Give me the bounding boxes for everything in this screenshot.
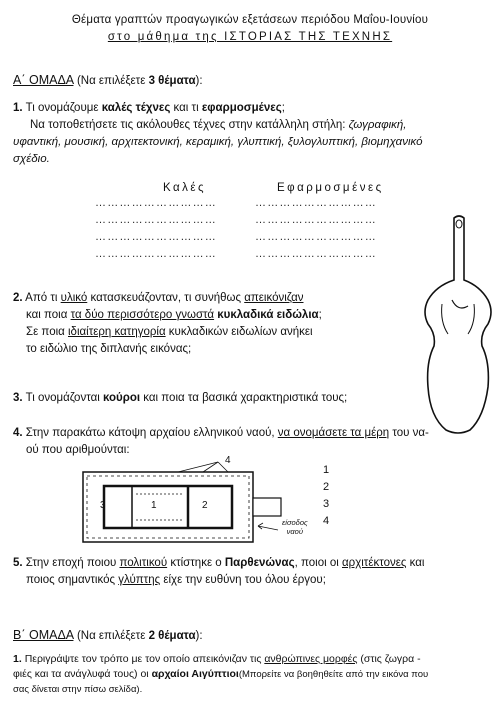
- plan-label-3: 3: [100, 500, 106, 511]
- group-a-note: (Να επιλέξετε 3 θέματα):: [76, 75, 203, 87]
- question-a1: 1. Τι ονομάζουμε καλές τέχνες και τι εφαρμοσμένες; Να τοποθετήσετε τις ακόλουθες τέχνες στην κατάλληλη στήλη: ζωγραφική, υφαντική, μουσική, αρχιτεκτονική, κεραμική, γλυπτική, ξυλογλυπτική, βιομηχανικό σχέδιο.: [13, 102, 423, 165]
- column-header-fine: Καλές: [163, 182, 207, 194]
- question-b1: 1. Περιγράψτε τον τρόπο με τον οποίο απεικόνιζαν τις ανθρώπινες μορφές (στις ζωγρα - φιές και τα ανάγλυφά τους) οι αρχαίοι Αιγύπτιοι(Μπορείτε να βοηθηθείτε από την εικόνα που σας δίνεται στην πίσω σελίδα).: [13, 653, 429, 695]
- plan-label-2: 2: [202, 500, 208, 511]
- entrance-label: είσοδος ναού: [282, 518, 308, 536]
- answer-numbers: 1 2 3 4: [323, 464, 330, 527]
- plan-label-4: 4: [225, 455, 231, 466]
- question-a5: 5. Στην εποχή ποιου πολιτικού κτίστηκε ο Παρθενώνας, ποιοι οι αρχιτέκτονες και ποιος σημαντικός γλύπτης είχε την ευθύνη του όλου έργου;: [13, 557, 425, 586]
- group-b-title: Β΄ ΟΜΑΔΑ: [13, 628, 74, 642]
- question-a3: 3. Τι ονομάζονται κούροι και ποια τα βασικά χαρακτηριστικά τους;: [13, 392, 348, 404]
- temple-floor-plan-image: [78, 460, 308, 550]
- question-a2: 2. Από τι υλικό κατασκευάζονταν, τι συνήθως απεικόνιζαν και ποια τα δύο περισσότερο γνωστά κυκλαδικά ειδώλια; Σε ποια ιδιαίτερη κατηγορία κυκλαδικών ειδωλίων ανήκει το ειδώλιο της διπλανής εικόνας;: [13, 292, 322, 355]
- plan-label-1: 1: [151, 500, 157, 511]
- group-a-title: Α΄ ΟΜΑΔΑ: [13, 73, 74, 87]
- answer-lines-fine: ………………………… ………………………… ………………………… …………………………: [95, 197, 217, 260]
- exam-title: Θέματα γραπτών προαγωγικών εξετάσεων περιόδου Μαΐου-Ιουνίου: [71, 14, 429, 26]
- answer-lines-applied: ………………………… ………………………… ………………………… …………………………: [255, 197, 377, 260]
- column-header-applied: Εφαρμοσμένες: [277, 182, 384, 194]
- exam-subtitle: στο μάθημα της ΙΣΤΟΡΙΑΣ ΤΗΣ ΤΕΧΝΗΣ: [107, 31, 393, 43]
- question-a4: 4. Στην παρακάτω κάτοψη αρχαίου ελληνικού ναού, να ονομάσετε τα μέρη του να- ού που αριθμούνται:: [13, 427, 429, 456]
- group-a-heading: [13, 73, 203, 87]
- cycladic-figurine-image: [418, 212, 498, 442]
- group-b-heading: [13, 628, 203, 642]
- group-b-note: (Να επιλέξετε 2 θέματα):: [76, 630, 203, 642]
